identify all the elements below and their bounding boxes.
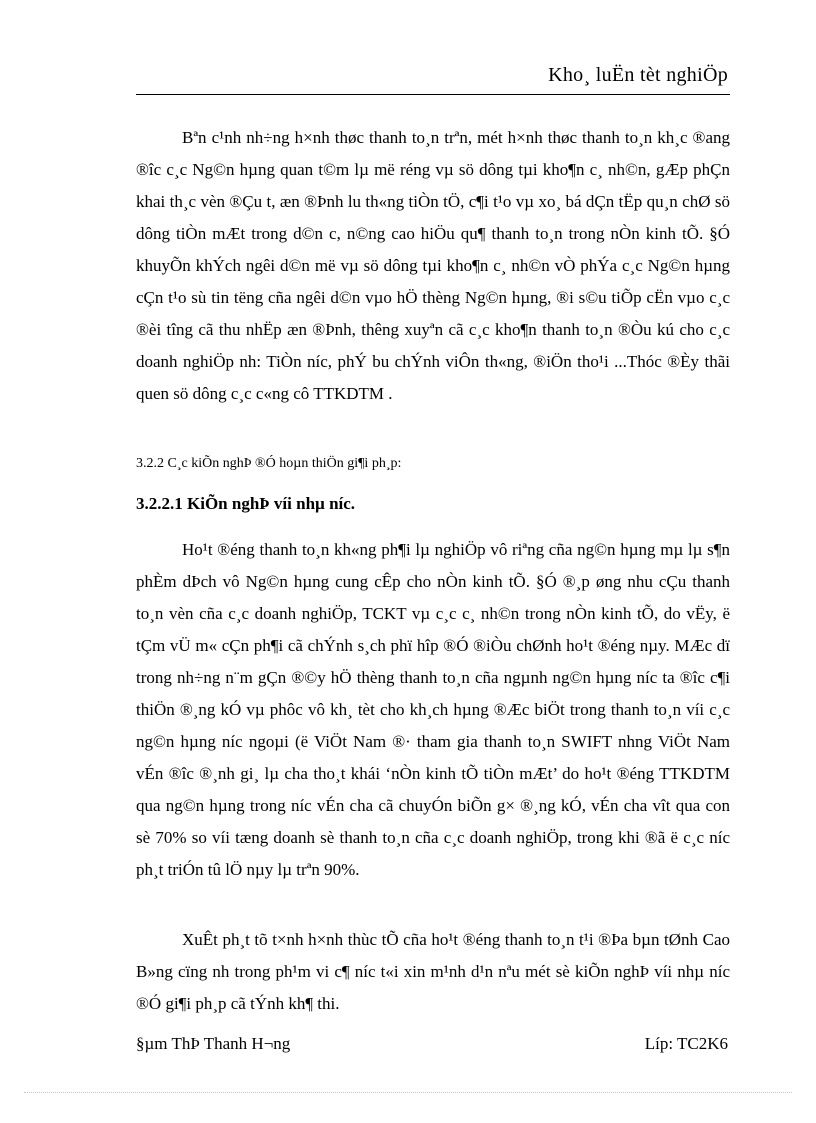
subsection-paragraph-2: XuÊt ph¸t tõ t×nh h×nh thùc tÕ cña ho¹t ®éng thanh to¸n t¹i ®Þa bµn tØnh Cao B»ng cïng nh trong ph¹m vi c¶ níc t«i xin m¹nh d¹n nªu mét sè kiÕn nghÞ víi nhµ níc ®Ó gi¶i ph¸p cã tÝnh kh¶ thi. xyxy=(136,930,730,1013)
section-heading: 3.2.2 C¸c kiÕn nghÞ ®Ó hoµn thiÖn gi¶i ph¸p: xyxy=(136,456,402,471)
page-bottom-divider xyxy=(24,1092,792,1093)
footer-author: §µm ThÞ Thanh H¬ng xyxy=(136,1034,291,1053)
intro-paragraph: Bªn c¹nh nh÷ng h×nh thøc thanh to¸n trªn, mét h×nh thøc thanh to¸n kh¸c ®ang ®îc c¸c Ng©n hµng quan t©m lµ më réng vµ sö dông tµi kho¶n c¸ nh©n, gÆp phÇn khai th¸c vèn ®Çu t, æn ®Þnh lu th«ng tiÒn tÖ, c¶i t¹o vµ xo¸ bá dÇn tËp qu¸n chØ sö dông tiÒn mÆt trong d©n c, n©ng cao hiÖu qu¶ thanh to¸n trong nÒn kinh tÕ. §Ó khuyÕn khÝch ngêi d©n më vµ sö dông tµi kho¶n c¸ nh©n vÒ phÝa c¸c Ng©n hµng cÇn t¹o sù tin tëng cña ngêi d©n vµo hÖ thèng Ng©n hµng, ®i s©u tiÕp cËn vµo c¸c ®èi tîng cã thu nhËp æn ®Þnh, thêng xuyªn cã c¸c kho¶n thanh to¸n ®Òu kú cho c¸c doanh nghiÖp nh: TiÒn níc, phÝ bu chÝnh viÔn th«ng, ®iÖn tho¹i ...Thóc ®Èy thãi quen sö dông c¸c c«ng cô TTKDTM . xyxy=(136,128,730,403)
subsection-heading: 3.2.2.1 KiÕn nghÞ víi nhµ níc. xyxy=(136,494,356,513)
header-divider xyxy=(136,94,730,95)
footer-class: Líp: TC2K6 xyxy=(644,1034,728,1053)
subsection-paragraph-1: Ho¹t ®éng thanh to¸n kh«ng ph¶i lµ nghiÖp vô riªng cña ng©n hµng mµ lµ s¶n phÈm dÞch vô Ng©n hµng cung cÊp cho nÒn kinh tÕ. §Ó ®¸p øng nhu cÇu thanh to¸n vèn cña c¸c doanh nghiÖp, TCKT vµ c¸c c¸ nh©n trong nÒn kinh tÕ, do vËy, ë tÇm vÜ m« cÇn ph¶i cã chÝnh s¸ch phï hîp ®Ó ®iÒu chØnh ho¹t ®éng nµy. MÆc dï trong nh÷ng n¨m gÇn ®©y hÖ thèng thanh to¸n cña ngµnh ng©n hµng níc ta ®îc c¶i thiÖn ®¸ng kÓ vµ phôc vô kh¸ tèt cho kh¸ch hµng ®Æc biÖt trong thanh to¸n víi c¸c ng©n hµng níc ngoµi (ë ViÖt Nam ®· tham gia thanh to¸n SWIFT nhng ViÖt Nam vÉn ®îc ®¸nh gi¸ lµ cha tho¸t khái ‘nÒn kinh tÕ tiÒn mÆt’ do ho¹t ®éng TTKDTM qua ng©n hµng trong níc vÉn cha cã chuyÓn biÕn g× ®¸ng kÓ, vÉn cha vît qua con sè 70% so víi tæng doanh sè thanh to¸n cña c¸c doanh nghiÖp, trong khi ®ã ë c¸c níc ph¸t triÓn tû lÖ nµy lµ trªn 90%. xyxy=(136,540,730,879)
document-header-title: Kho¸ luËn tèt nghiÖp xyxy=(548,64,728,86)
